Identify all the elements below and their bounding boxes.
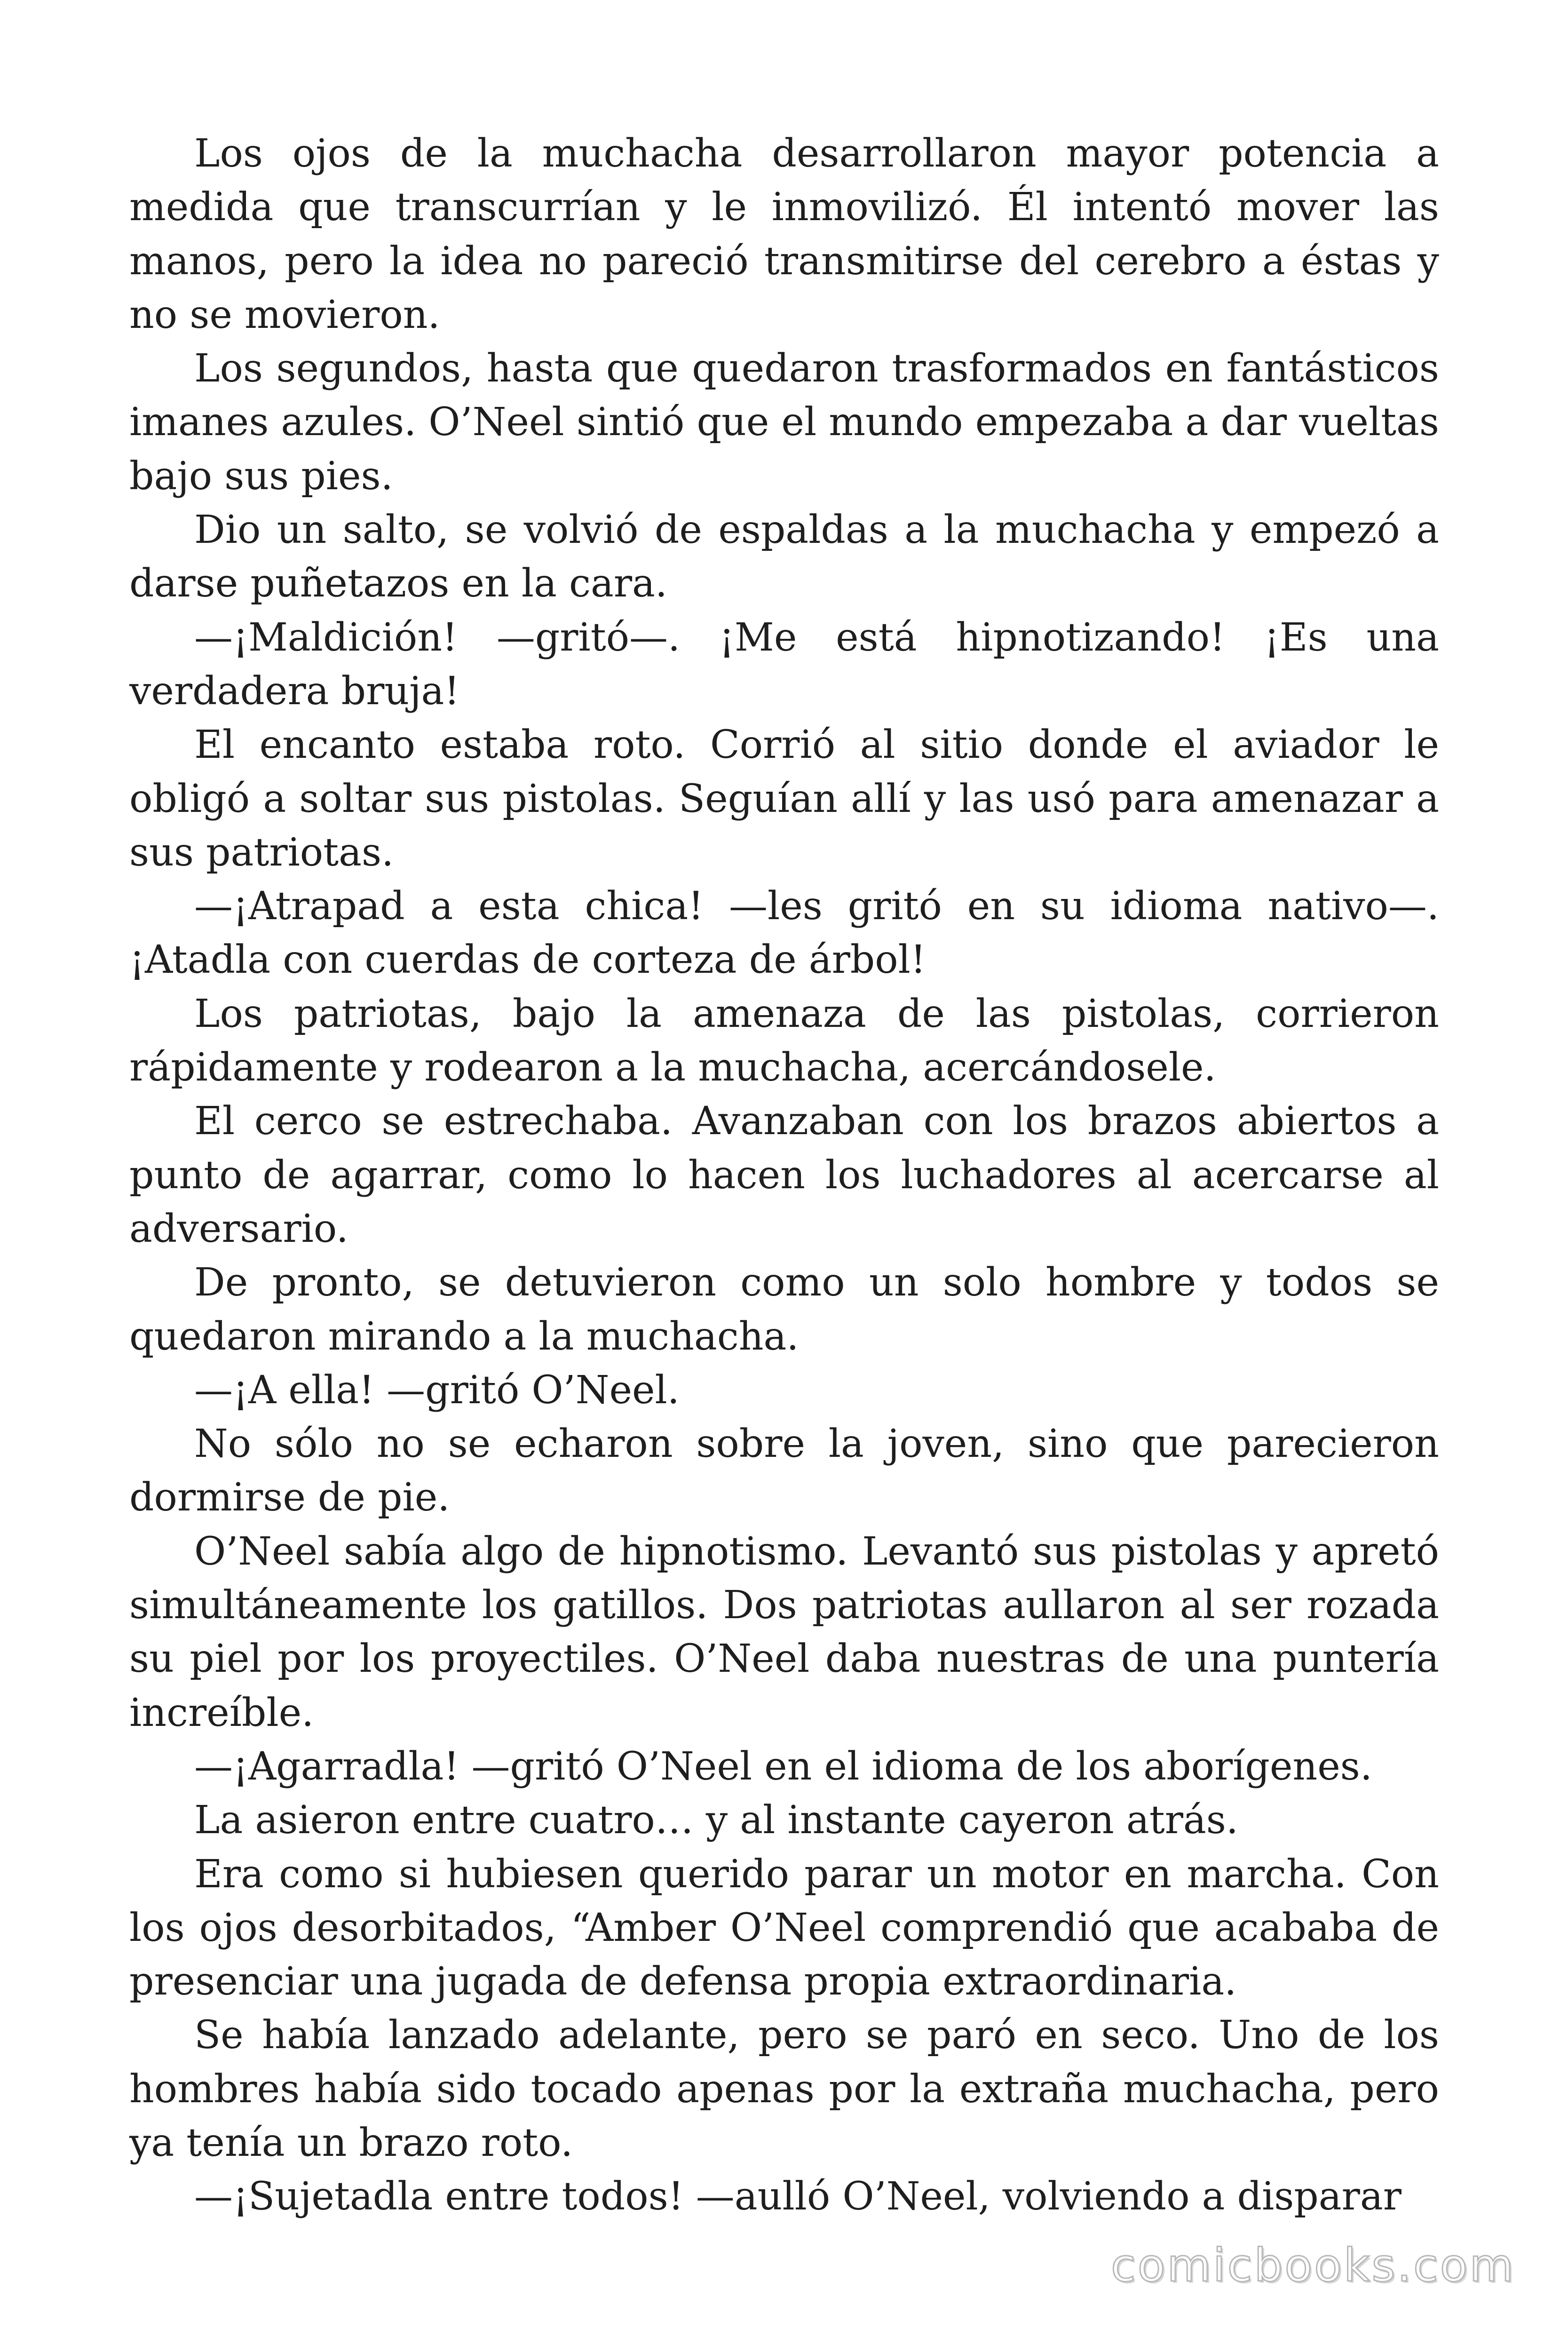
paragraph: La asieron entre cuatro… y al instante cayeron atrás. [194,1798,1238,1843]
paragraph: No sólo no se echaron sobre la joven, sino que parecieron dormirse de pie. [129,1422,1439,1520]
paragraph: Era como si hubiesen querido parar un motor en marcha. Con los ojos desorbitados, “Amber O’Neel comprendió que acababa de presenciar una jugada de defensa propia extraordinaria. [129,1851,1439,2004]
paragraph: De pronto, se detuvieron como un solo hombre y todos se quedaron mirando a la muchacha. [129,1260,1439,1359]
paragraph: Se había lanzado adelante, pero se paró en seco. Uno de los hombres había sido tocado apenas por la extraña muchacha, pero ya tenía un brazo roto. [129,2013,1439,2165]
paragraph: Los patriotas, bajo la amenaza de las pistolas, corrieron rápidamente y rodearon a la muchacha, acercándosele. [129,991,1439,1090]
paragraph: —¡Agarradla! —gritó O’Neel en el idioma de los aborígenes. [194,1744,1372,1789]
paragraph: —¡Sujetadla entre todos! —aulló O’Neel, volviendo a disparar [194,2174,1402,2219]
paragraph: —¡Atrapad a esta chica! —les gritó en su idioma nativo—. ¡Atadla con cuerdas de corteza de árbol! [129,884,1439,983]
paragraph: —¡A ella! —gritó O’Neel. [194,1367,680,1413]
paragraph: El encanto estaba roto. Corrió al sitio donde el aviador le obligó a soltar sus pistolas. Seguían allí y las usó para amenazar a sus patriotas. [129,723,1439,875]
paragraph: Los segundos, hasta que quedaron trasformados en fantásticos imanes azules. O’Neel sintió que el mundo empezaba a dar vueltas bajo sus pies. [129,346,1439,499]
paragraph: O’Neel sabía algo de hipnotismo. Levantó sus pistolas y apretó simultáneamente los gatillos. Dos patriotas aullaron al ser rozada su piel por los proyectiles. O’Neel daba nuestras de una puntería increíble. [129,1529,1439,1735]
page-body [129,127,1439,2224]
paragraph: Los ojos de la muchacha desarrollaron mayor potencia a medida que transcurrían y le inmovilizó. Él intentó mover las manos, pero la idea no pareció transmitirse del cerebro a éstas y no se movieron. [129,131,1439,337]
watermark: comicbooks.com [1110,2239,1515,2292]
paragraph: Dio un salto, se volvió de espaldas a la muchacha y empezó a darse puñetazos en la cara. [129,508,1439,606]
paragraph: El cerco se estrechaba. Avanzaban con los brazos abiertos a punto de agarrar, como lo hacen los luchadores al acercarse al adversario. [129,1099,1439,1251]
paragraph: —¡Maldición! —gritó—. ¡Me está hipnotizando! ¡Es una verdadera bruja! [129,615,1439,714]
